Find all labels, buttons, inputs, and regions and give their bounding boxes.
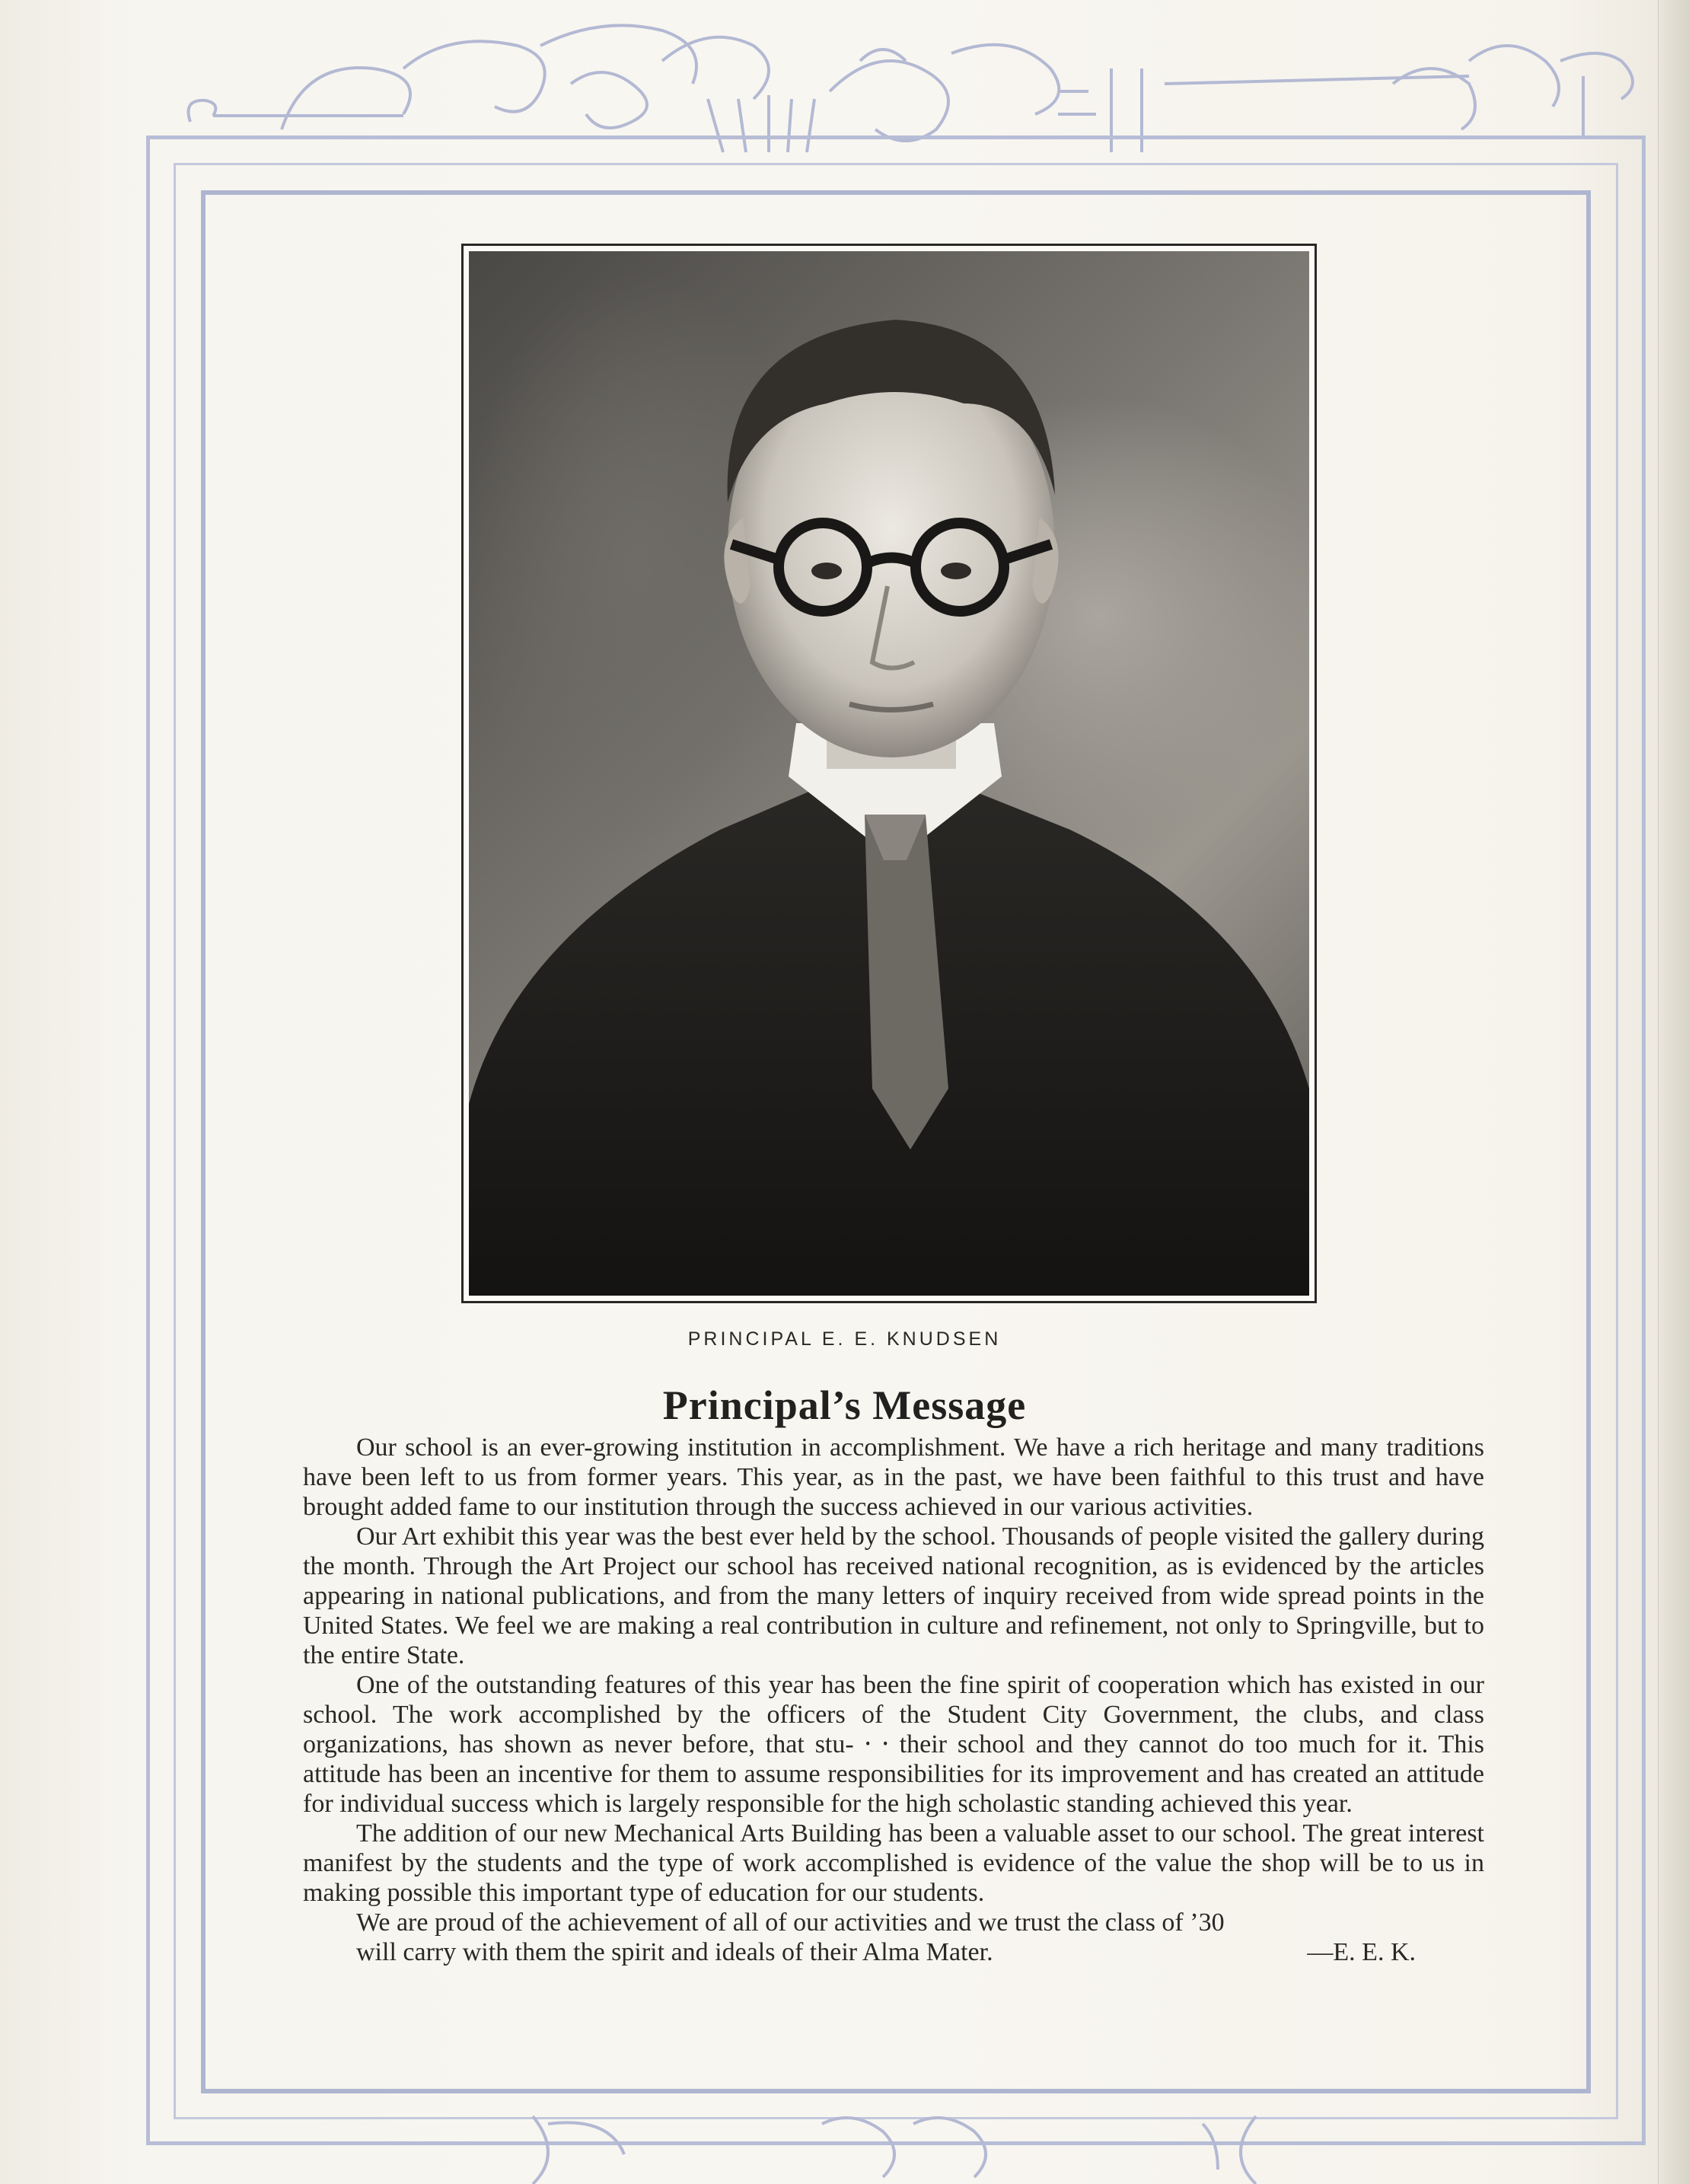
paragraph: The addition of our new Mechanical Arts Building has been a valuable asset to our school. The great interest manifest by the students and the type of work accomplished is evidence of the value the shop will be to us in making possible this important type of education for our students. — [303, 1819, 1484, 1907]
page-title: Principal’s Message — [662, 1382, 1027, 1428]
closing-line-row — [303, 1937, 1484, 1967]
page-gutter — [1658, 0, 1689, 2184]
closing-line: will carry with them the spirit and ideals of their Alma Mater. — [356, 1938, 993, 1966]
decorative-footer-ornament — [457, 2109, 1370, 2184]
principal-portrait-photo — [469, 251, 1309, 1296]
paragraph: We are proud of the achievement of all of our activities and we trust the class of ’30 — [356, 1908, 1225, 1937]
paragraph: Our school is an ever-growing institution in accomplishment. We have a rich heritage and many traditions have been left to us from former years. This year, as in the past, we have been faithful to this trust and have brought added fame to our institution through the success achieved in our various activities. — [303, 1433, 1484, 1521]
photo-caption: PRINCIPAL E. E. KNUDSEN — [687, 1328, 1002, 1350]
signature: —E. E. K. — [1307, 1938, 1416, 1966]
paragraph: Our Art exhibit this year was the best ever held by the school. Thousands of people visited the gallery during the month. Through the Art Project our school has received national recognition, as is evidenced by the articles appearing in national publications, and from the many letters of inquiry received from wide spread points in the United States. We feel we are making a real contribution in culture and refinement, not only to Springville, but to the entire State. — [303, 1522, 1484, 1669]
message-body — [303, 1433, 1484, 1967]
paragraph: One of the outstanding features of this year has been the fine spirit of cooperation which has existed in our school. The work accomplished by the officers of the Student City Government, the clubs, and class organizations, has shown as never before, that stu- ⸱ ⸱ their school and they cannot do too much for it. This attitude has been an incentive for them to assume responsibilities for its improvement and has created an attitude for individual success which is largely responsible for the high scholastic standing achieved this year. — [303, 1671, 1484, 1818]
